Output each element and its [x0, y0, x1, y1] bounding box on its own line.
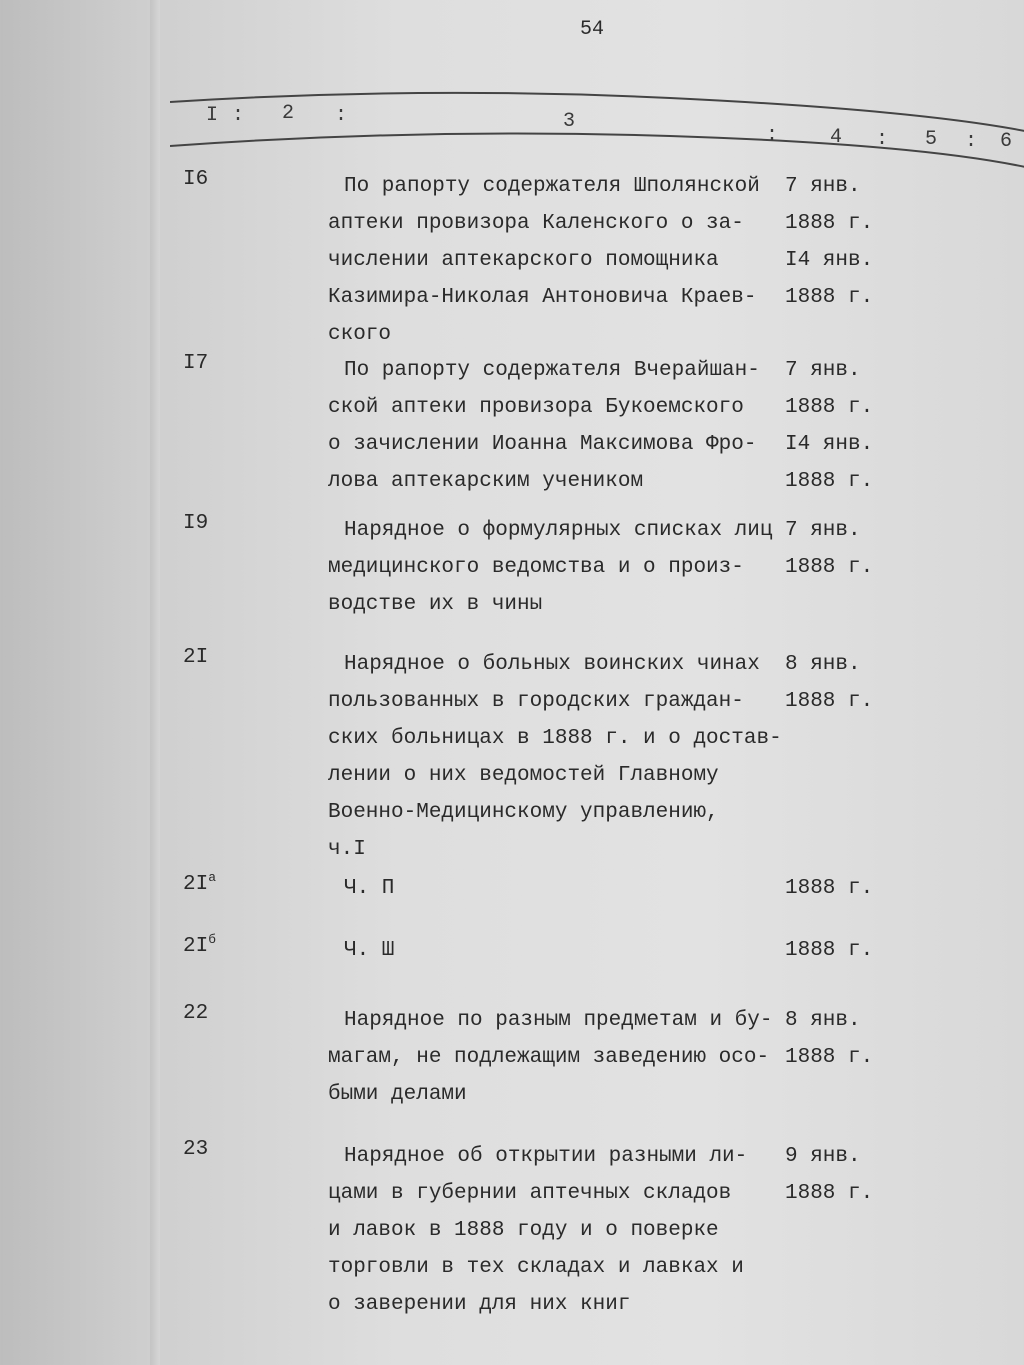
entry-number-text: I6 [183, 168, 209, 191]
entry-number [183, 352, 208, 375]
entry-number-superscript: б [208, 932, 217, 947]
entry-description [328, 352, 788, 500]
description-line: числении аптекарского помощника [328, 249, 719, 272]
entry-description [328, 512, 788, 623]
description-line: Нарядное об открытии разными ли- [344, 1145, 748, 1168]
table-header [170, 88, 1024, 168]
entry-number-text: I7 [183, 352, 209, 375]
entry-dates [785, 1138, 873, 1212]
description-line: Казимира-Николая Антоновича Краев- [328, 286, 757, 309]
date-line: 8 янв. [785, 653, 861, 676]
date-line: 1888 г. [785, 939, 874, 962]
description-line: быми делами [328, 1083, 467, 1106]
date-line: 1888 г. [785, 877, 874, 900]
entry-number [183, 932, 216, 958]
entry-dates [785, 870, 873, 907]
page-number: 54 [580, 18, 605, 41]
entry-dates [785, 1002, 873, 1076]
header-col-6: 6 [1000, 130, 1013, 153]
date-line: 8 янв. [785, 1009, 861, 1032]
entry-description [328, 646, 788, 868]
description-line: Военно-Медицинскому управлению, [328, 801, 719, 824]
description-line: лова аптекарским учеником [328, 470, 644, 493]
entry-dates [785, 168, 873, 316]
header-sep: : [335, 104, 348, 127]
header-rules [170, 88, 1024, 168]
description-line: ской аптеки провизора Букоемского [328, 396, 744, 419]
date-line: I4 янв. [785, 433, 874, 456]
entry-number [183, 1138, 208, 1161]
header-col-4: 4 [830, 126, 843, 149]
header-col-5: 5 [925, 128, 938, 151]
date-line: 1888 г. [785, 470, 874, 493]
entry-number [183, 646, 208, 669]
description-line: о заверении для них книг [328, 1293, 631, 1316]
header-sep: : [876, 128, 889, 151]
entry-description [328, 932, 788, 969]
entry-number [183, 870, 216, 896]
entry-number-text: 2I [183, 646, 209, 669]
date-line: 1888 г. [785, 1182, 874, 1205]
entry-description [328, 1138, 788, 1323]
description-line: По рапорту содержателя Вчерайшан- [344, 359, 760, 382]
description-line: ского [328, 323, 392, 346]
header-sep: : [232, 104, 245, 127]
entry-number-superscript: а [208, 870, 217, 885]
page-fold [150, 0, 160, 1365]
entry-number [183, 512, 208, 535]
entry-dates [785, 646, 873, 720]
entry-description [328, 1002, 788, 1113]
date-line: 1888 г. [785, 212, 874, 235]
description-line: водстве их в чины [328, 593, 543, 616]
entry-description [328, 168, 788, 353]
date-line: 1888 г. [785, 1046, 874, 1069]
entry-number [183, 168, 208, 191]
date-line: 9 янв. [785, 1145, 861, 1168]
entry-dates [785, 932, 873, 969]
date-line: 1888 г. [785, 286, 874, 309]
description-line: ч.I [328, 838, 366, 861]
entry-number-text: 23 [183, 1138, 209, 1161]
date-line: 7 янв. [785, 359, 861, 382]
entry-number-text: I9 [183, 512, 209, 535]
description-line: Нарядное о больных воинских чинах [344, 653, 760, 676]
date-line: 7 янв. [785, 175, 861, 198]
entry-dates [785, 352, 873, 500]
entry-number-text: 2I [183, 935, 209, 958]
description-line: ских больницах в 1888 г. и о достав- [328, 727, 782, 750]
description-line: о зачислении Иоанна Максимова Фро- [328, 433, 757, 456]
date-line: 1888 г. [785, 556, 874, 579]
entry-number-text: 22 [183, 1002, 209, 1025]
description-line: лении о них ведомостей Главному [328, 764, 719, 787]
entry-number [183, 1002, 208, 1025]
header-col-3: 3 [563, 110, 576, 133]
entry-description [328, 870, 788, 907]
description-line: Ч. П [344, 877, 395, 900]
header-col-2: 2 [282, 102, 295, 125]
description-line: Нарядное о формулярных списках лиц [344, 519, 773, 542]
description-line: магам, не подлежащим заведению осо- [328, 1046, 770, 1069]
date-line: 1888 г. [785, 690, 874, 713]
date-line: 1888 г. [785, 396, 874, 419]
header-sep: : [766, 124, 779, 147]
description-line: медицинского ведомства и о произ- [328, 556, 744, 579]
description-line: и лавок в 1888 году и о поверке [328, 1219, 719, 1242]
entry-number-text: 2I [183, 873, 209, 896]
entry-dates [785, 512, 873, 586]
description-line: торговли в тех складах и лавках и [328, 1256, 744, 1279]
date-line: 7 янв. [785, 519, 861, 542]
date-line: I4 янв. [785, 249, 874, 272]
description-line: пользованных в городских граждан- [328, 690, 744, 713]
description-line: цами в губернии аптечных складов [328, 1182, 732, 1205]
header-sep: : [965, 130, 978, 153]
header-col-1: I [206, 104, 219, 127]
description-line: По рапорту содержателя Шполянской [344, 175, 760, 198]
description-line: аптеки провизора Каленского о за- [328, 212, 744, 235]
description-line: Ч. Ш [344, 939, 395, 962]
description-line: Нарядное по разным предметам и бу- [344, 1009, 773, 1032]
